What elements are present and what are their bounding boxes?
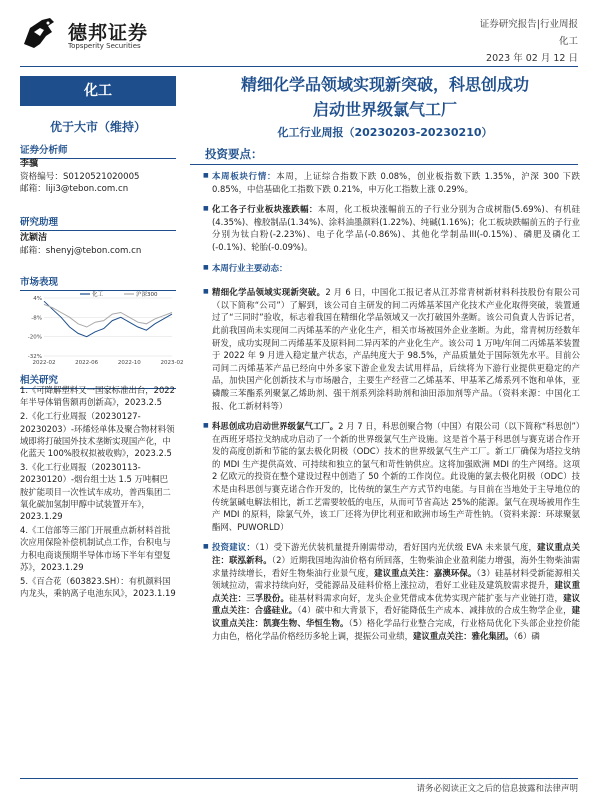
para-lead: 本周行业主要动态： <box>212 262 288 273</box>
para-text: （4）碳中和大背景下，看好能降低生产成本、减排放的合成生物学企业， <box>297 605 572 616</box>
para-text: （1）受下游光伏装机量提升刚需带动，看好国内光伏级 EVA 未来景气度， <box>255 542 538 553</box>
para-text: （6）磷 <box>513 630 540 641</box>
analyst-section-title: 证券分析师 <box>20 142 176 159</box>
logo-english: Topsperity Securities <box>68 42 141 50</box>
sector-label: 化工 <box>20 76 176 106</box>
para-lead: 科思创成功启动世界级氯气工厂。 <box>212 421 339 432</box>
report-body <box>203 170 580 650</box>
para-text: 本周，上证综合指数下跌 0.08%，创业板指数下跌 1.35%，沪深 300 下跌 0.85%，中信基础化工指数下跌 0.21%，申万化工指数上涨 0.29%。 <box>212 171 581 194</box>
key-points-divider <box>190 164 578 165</box>
para-highlight: 建议重点关注：合盛硅业。 <box>212 592 580 616</box>
analyst-email[interactable]: 邮箱：liji3@tebon.com.cn <box>20 184 129 194</box>
para-lead: 本周板块行情： <box>212 171 277 181</box>
para-lead: 投资建议： <box>212 542 256 553</box>
y-tick-label: -20% <box>27 334 42 341</box>
report-industry: 化工 <box>558 36 578 47</box>
para-lead: 化工各子行业板块涨跌幅： <box>212 204 318 215</box>
header-meta <box>480 16 578 67</box>
paragraph-dynamics-heading <box>203 262 580 275</box>
assistant-info <box>20 232 176 257</box>
analyst-name: 李骥 <box>20 159 39 169</box>
paragraph-fine-chemicals <box>203 286 580 412</box>
series-line-1 <box>44 301 172 337</box>
para-text: 硅基材料需求向好，龙头企业凭借成本优势实现产能扩张与产业链打造， <box>289 592 564 603</box>
key-points-heading: 投资要点： <box>205 147 263 161</box>
report-type: 证券研究报告|行业周报 <box>479 19 578 30</box>
x-tick-label: 2022-02 <box>32 360 56 366</box>
legend-label: 化工 <box>92 292 104 298</box>
related-section-title: 相关研究 <box>20 372 176 389</box>
y-tick-label: -32% <box>27 354 42 360</box>
related-research-list <box>20 384 176 601</box>
related-item: 1.《可降解塑料又一国家标准出台，2022 年半导体销售额再创新高》，2023.2.5 <box>20 385 175 408</box>
paragraph-subsectors <box>203 203 580 253</box>
para-lead: 精细化学品领域实现新突破。 <box>212 287 326 298</box>
para-text: 2 月 6 日，中国化工报记者从江苏常青树新材料科技股份有限公司（以下简称“公司”）了解到，该公司自主研发的间二丙烯基苯国产化技术产业化取得突破，装置通过了“三同时”验收，标志着我国在精细化学品领域又一次打破国外垄断。该公司負責人告诉记者，此前我国尚未实现间二丙烯基苯的产业化生产，相关市场被国外企业垄断。为此，常青树历经数年研发，成功实现间二丙烯基苯及原料间二异丙苯的产业化生产。该公司 1 万吨/年间二丙烯基苯装置于 2022 年 9 月进入稳定量产状态，产品纯度大于 98.5%，产品质量处于国际领先水平。目前公司间二丙烯基苯产品已经向中外多家下游企业发去试用样品，后续将为下游行业提供更稳定的产品，加快国产化创新技术与市场融合，主要生产经营二乙烯基苯、甲基苯乙烯系列不饱和单体，亚磷酸三苯酯系列聚氯乙烯助剂、强干剂系列涂料助剂和油田添加剂等产品。（资料来源：中国化工报、化工新材料等） <box>212 287 580 411</box>
header-divider <box>20 66 578 67</box>
series-line-2 <box>44 304 172 327</box>
report-subtitle: 化工行业周报（20230203-20230210） <box>277 126 493 139</box>
para-text: 2 月 7 日，科思创聚合物（中国）有限公司（以下简称“科思创”）在西班牙塔拉戈纳成功启动了一个新的世界级氯气生产设施。这是首个基于科思创与赛克诺合作开发的高度创新和节能的氯去极化阴极（ODC）技术的世界级氯气生产工厂。新工厂确保为塔拉戈纳的 MDI 生产提供高效、可持续和独立的氯气和苛性钠供应。这将加强欧洲 MDI 的生产网络。这项 2 亿欧元的投资在整个建设过程中创造了 50 个新的工作岗位。此设施的氯去极化阴极（ODC）技术是由科思创与赛克诺合作开发的，比传统的氯生产方式节约电能。与目前在当地处于主导地位的传统氯碱电解法相比，新工艺需要较低的电压，从而可节省高达 25%的能源。氯气在现场被用作生产 MDI 的原料，除氯气外，该工厂还将为伊比利亚和欧洲市场生产苛性钠。（资料来源：环球聚氨酯网、PUWORLD） <box>212 421 580 532</box>
company-logo <box>20 14 180 52</box>
para-text: （5）格化学品行业整合完成，行业格局优化下头部企业控价能力由色，格化学品价格经历多轮上调，提振公司业绩， <box>212 618 581 641</box>
para-highlight: 建议重点关注：联泓新科。 <box>212 542 581 566</box>
logo-chinese: 德邦证券 <box>68 22 149 44</box>
related-item: 5.《百合花（603823.SH）：有机颜料国内龙头，乘钠离子电池东风》，2023.1.19 <box>20 576 176 599</box>
market-performance-chart <box>20 290 184 368</box>
para-highlight: 建议重点关注：雅化集团。 <box>413 630 514 641</box>
bull-logo-icon <box>20 14 58 52</box>
legend-label: 沪深300 <box>136 292 158 298</box>
assistant-section-title: 研究助理 <box>20 214 176 231</box>
market-section-title: 市场表现 <box>20 274 176 291</box>
analyst-cert: 资格编号：S0120521020005 <box>20 171 140 182</box>
related-item: 4.《工信部等三部门开展重点新材料首批次应用保险补偿机制试点工作，台积电与力积电商谈预期半导体市场下半年有望复苏》，2023.1.29 <box>20 525 171 572</box>
assistant-email[interactable]: 邮箱：shenyj@tebon.com.cn <box>20 245 142 256</box>
x-tick-label: 2023-02 <box>160 360 184 366</box>
para-highlight: 建议重点关注：嘉澳环保。 <box>374 567 477 578</box>
para-text: 本周，化工板块涨幅前五的子行业分别为合成树脂(5.69%)、有机硅(4.35%)、橡胶制品(1.34%)、涂料油墨颜料(1.22%)、纯碱(1.16%)；化工板块跌幅前五的子行业分别为钛白粉(-2.23%)、电子化学品(-0.86%)、其他化学制品III(-0.15%)、磷肥及磷化工(-0.1%)、轮胎(-0.09%)。 <box>212 204 581 252</box>
report-title <box>190 72 580 122</box>
paragraph-investment-advice <box>203 541 580 642</box>
rating: 优于大市（维持） <box>49 120 146 134</box>
para-text: （2）近期我国地沟油价格有所回落，生物柴油企业盈利能力增强，海外生物柴油需求量持续增长，看好生物柴油行业景气度， <box>212 555 581 578</box>
x-tick-label: 2022-06 <box>75 360 99 366</box>
y-tick-label: -8% <box>31 315 42 322</box>
footer-divider <box>20 778 578 779</box>
disclaimer-footer: 请务必阅读正文之后的信息披露和法律声明 <box>416 784 578 794</box>
related-item: 3.《化工行业周报（20230113-20230120）-烟台组士达 1.5 万吨桐巴胺扩能项目一次性试车成功，普西集团二氧化碳加氢制甲醇中试装置开车》，2023.1.29 <box>20 462 171 522</box>
x-tick-label: 2022-10 <box>117 360 141 366</box>
y-tick-label: 4% <box>33 296 42 302</box>
assistant-name: 沈颖洁 <box>20 233 48 243</box>
analyst-info <box>20 158 176 196</box>
paragraph-weekly-market <box>203 170 580 195</box>
para-highlight: 建议重点关注：凯赛生物、华恒生物。 <box>212 605 581 628</box>
paragraph-covestro <box>203 420 580 533</box>
para-text: （3）硅基材料受新能源相关领域拉动，需求持续向好，受能源品及硅料价格上涨拉动，看好工业硅及建筑胶需求提升， <box>212 567 581 591</box>
title-line-2: 启动世界级氯气工厂 <box>312 100 457 119</box>
title-line-1: 精细化学品领域实现新突破，科思创成功 <box>240 75 529 94</box>
report-date: 2023 年 02 月 12 日 <box>486 53 578 64</box>
para-highlight: 建议重点关注：三孚股份。 <box>212 580 580 603</box>
related-item: 2.《化工行业周报（20230127-20230203）-环烯烃单体及聚合物材料领域即将打破国外技术垄断实现国产化，中化蓝天 100%股权拟被收购》，2023.2.5 <box>20 411 175 459</box>
